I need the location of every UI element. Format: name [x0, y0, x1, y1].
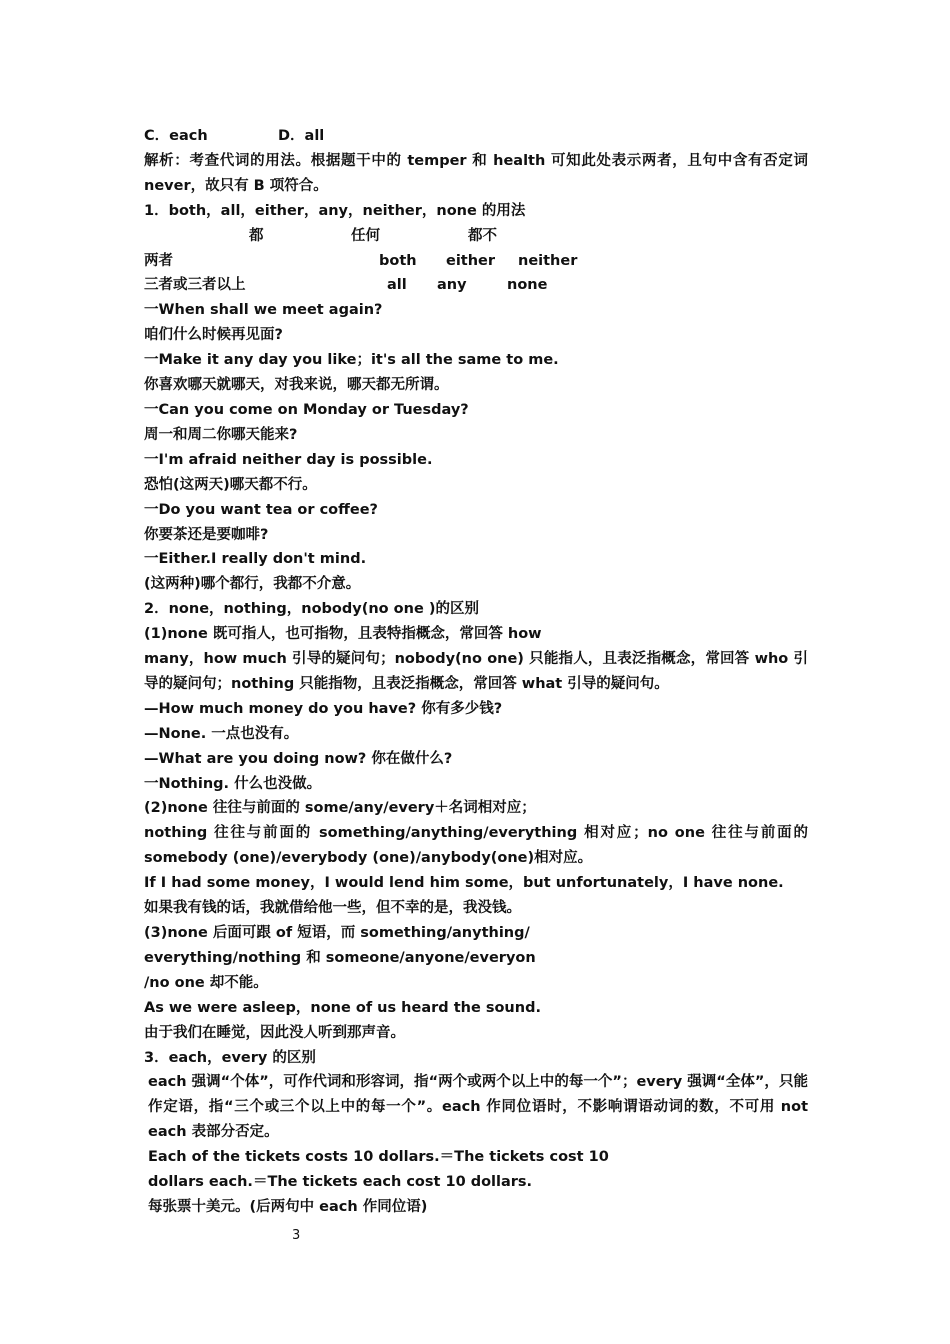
table-header-cell: 都不 [468, 227, 497, 244]
table-cell: any [437, 277, 467, 294]
section-2-point-3-line: (3)none 后面可跟 of 短语，而 something/anything/ [144, 925, 530, 941]
dialogue-line: 周一和周二你哪天能来? [144, 426, 298, 443]
section-3-heading: 3．each，every 的区别 [144, 1049, 316, 1066]
option-d: D．all [278, 128, 325, 144]
pronoun-table-row-three-plus [144, 273, 808, 298]
page-content [144, 124, 808, 1220]
dialogue-line: 你要茶还是要咖啡? [144, 526, 269, 543]
section-2-point-1-text: many，how much 引导的疑问句；nobody(no one) 只能指人，且表泛指概念，常回答 who 引导的疑问句；nothing 只能指物，且表泛指概念，常回答 what 引导的疑问句。 [144, 651, 808, 692]
example-line: 每张票十美元。(后两句中 each 作同位语) [148, 1198, 428, 1215]
table-cell: both [379, 252, 417, 269]
section-2-heading: 2．none，nothing，nobody(no one )的区别 [144, 601, 479, 618]
section-2-point-3-line: everything/nothing 和 someone/anyone/everyon [144, 949, 536, 966]
dialogue-line: 一Either.I really don't mind. [144, 551, 367, 568]
example-line: —What are you doing now? 你在做什么? [144, 750, 453, 767]
page-number: 3 [292, 1228, 301, 1243]
section-2-point-1-first-line: (1)none 既可指人，也可指物，且表特指概念，常回答 how [144, 626, 542, 643]
table-cell: either [446, 252, 496, 269]
dialogue-line: 你喜欢哪天就哪天，对我来说，哪天都无所谓。 [144, 377, 449, 394]
table-cell: neither [518, 252, 578, 269]
table-header-spacer [144, 224, 249, 249]
example-line: If I had some money，I would lend him some，but unfortunately，I have none. [144, 875, 784, 892]
dialogue-line: (这两种)哪个都行，我都不介意。 [144, 576, 361, 593]
section-2-point-2-first-line: (2)none 往往与前面的 some/any/every＋名词相对应； [144, 800, 536, 817]
dialogue-line: 一Do you want tea or coffee? [144, 501, 378, 518]
pronoun-table-row-two [144, 249, 808, 274]
answer-options [144, 124, 808, 149]
section-3-paragraph: each 强调“个体”，可作代词和形容词，指“两个或两个以上中的每一个”；every 强调“全体”，只能作定语，指“三个或三个以上中的每一个”。each 作同位语时，不影响谓语动词的数，不可用 not each 表部分否定。 [148, 1074, 808, 1141]
dialogue-line: 一Can you come on Monday or Tuesday? [144, 401, 469, 418]
table-header-cell: 都 [249, 227, 264, 244]
dialogue-line: 恐怕(这两天)哪天都不行。 [144, 476, 317, 493]
example-line: As we were asleep，none of us heard the sound. [144, 999, 541, 1016]
dialogue-line: 一I'm afraid neither day is possible. [144, 451, 433, 468]
table-cell: all [387, 277, 407, 294]
section-2-point-3-line: /no one 却不能。 [144, 974, 268, 991]
table-header-cell: 任何 [351, 227, 380, 244]
example-line: —How much money do you have? 你有多少钱? [144, 700, 503, 717]
table-row-label: 三者或三者以上 [144, 277, 246, 294]
table-row-label: 两者 [144, 252, 173, 269]
section-2-point-2-text: nothing 往往与前面的 something/anything/everything 相对应；no one 往往与前面的 somebody (one)/everybody (one)/anybody(one)相对应。 [144, 825, 808, 867]
dialogue-line: 一When shall we meet again? [144, 302, 383, 319]
example-line: 由于我们在睡觉，因此没人听到那声音。 [144, 1024, 405, 1041]
dialogue-line: 一Make it any day you like；it's all the same to me. [144, 352, 559, 369]
table-cell: none [507, 277, 548, 294]
example-line: dollars each.＝The tickets each cost 10 dollars. [148, 1174, 533, 1191]
section-1-heading: 1．both，all，either，any，neither，none 的用法 [144, 202, 526, 219]
example-line: 如果我有钱的话，我就借给他一些，但不幸的是，我没钱。 [144, 900, 521, 917]
analysis-paragraph: 解析：考查代词的用法。根据题干中的 temper 和 health 可知此处表示两者，且句中含有否定词 never，故只有 B 项符合。 [144, 152, 808, 194]
example-line: —None. 一点也没有。 [144, 725, 299, 742]
option-c: C．each [144, 128, 208, 144]
example-line: Each of the tickets costs 10 dollars.＝The tickets cost 10 [148, 1149, 609, 1166]
pronoun-table-header [144, 224, 808, 249]
dialogue-line: 咱们什么时候再见面? [144, 327, 283, 344]
example-line: 一Nothing. 什么也没做。 [144, 775, 322, 792]
